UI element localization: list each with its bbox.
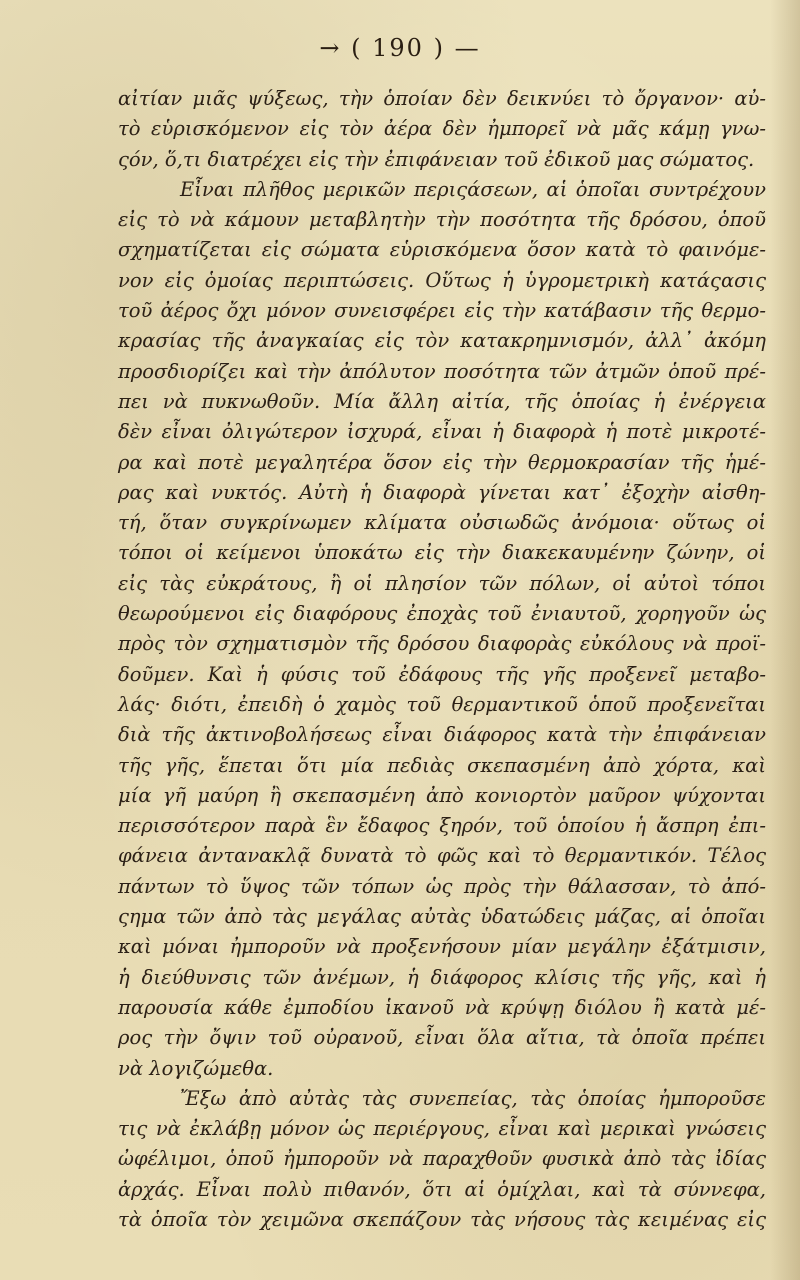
text-line: τόποι οἱ κείμενοι ὑποκάτω εἰς τὴν διακεκαυμένην ζώνην, οἱ: [118, 541, 766, 565]
text-line: εἰς τὰς εὐκράτους, ἢ οἱ πλησίον τῶν πόλων, οἱ αὐτοὶ τόποι: [118, 571, 766, 595]
text-line: περισσότερον παρὰ ἓν ἔδαφος ξηρόν, τοῦ ὁποίου ἡ ἄσπρη ἐπι-: [118, 814, 766, 838]
text-line: δοῦμεν. Καὶ ἡ φύσις τοῦ ἐδάφους τῆς γῆς προξενεῖ μεταβο-: [118, 662, 766, 686]
paragraph-start-line: Εἶναι πλῆθος μερικῶν περιςάσεων, αἱ ὁποῖαι συντρέχουν: [180, 177, 766, 201]
text-line: ὠφέλιμοι, ὁποῦ ἠμποροῦν νὰ παραχθοῦν φυσικὰ ἀπὸ τὰς ἰδίας: [118, 1147, 766, 1171]
text-line: τις νὰ ἐκλάβῃ μόνον ὡς περιέργους, εἶναι καὶ μερικαὶ γνώσεις: [118, 1117, 766, 1141]
text-line: διὰ τῆς ἀκτινοβολήσεως εἶναι διάφορος κατὰ τὴν ἐπιφάνειαν: [118, 723, 766, 747]
text-line: νὰ λογιζώμεθα.: [118, 1056, 274, 1080]
text-line: προσδιορίζει καὶ τὴν ἀπόλυτον ποσότητα τῶν ἀτμῶν ὁποῦ πρέ-: [118, 359, 766, 383]
text-line: ἡ διεύθυνσις τῶν ἀνέμων, ἡ διάφορος κλίσις τῆς γῆς, καὶ ἡ: [118, 965, 766, 989]
text-line: δὲν εἶναι ὀλιγώτερον ἰσχυρά, εἶναι ἡ διαφορὰ ἡ ποτὲ μικροτέ-: [118, 420, 766, 444]
text-line: ρας καὶ νυκτός. Αὐτὴ ἡ διαφορὰ γίνεται κατ᾽ ἐξοχὴν αἰσθη-: [118, 480, 766, 504]
text-line: αἰτίαν μιᾶς ψύξεως, τὴν ὁποίαν δὲν δεικνύει τὸ ὄργανον· αὐ-: [118, 87, 766, 110]
text-line: πάντων τὸ ὕψος τῶν τόπων ὡς πρὸς τὴν θάλασσαν, τὸ ἀπό-: [118, 874, 766, 898]
body-text: [118, 84, 766, 1235]
text-line: τοῦ ἀέρος ὄχι μόνον συνεισφέρει εἰς τὴν κατάβασιν τῆς θερμο-: [118, 299, 766, 323]
text-line: λάς· διότι, ἐπειδὴ ὁ χαμὸς τοῦ θερμαντικοῦ ὁποῦ προξενεῖται: [118, 692, 766, 716]
paragraph-start-line: Ἔξω ἀπὸ αὐτὰς τὰς συνεπείας, τὰς ὁποίας ἠμποροῦσε: [180, 1086, 766, 1110]
text-line: θεωρούμενοι εἰς διαφόρους ἐποχὰς τοῦ ἐνιαυτοῦ, χορηγοῦν ὡς: [118, 602, 766, 626]
text-line: καὶ μόναι ἠμποροῦν νὰ προξενήσουν μίαν μεγάλην ἐξάτμισιν,: [118, 935, 766, 959]
text-line: τὰ ὁποῖα τὸν χειμῶνα σκεπάζουν τὰς νήσους τὰς κειμένας εἰς: [118, 1207, 766, 1231]
text-line: νον εἰς ὁμοίας περιπτώσεις. Οὕτως ἡ ὑγρομετρικὴ κατάςασις: [118, 268, 766, 292]
text-line: τὸ εὑρισκόμενον εἰς τὸν ἀέρα δὲν ἠμπορεῖ νὰ μᾶς κάμῃ γνω-: [118, 117, 766, 141]
text-line: ρος τὴν ὄψιν τοῦ οὐρανοῦ, εἶναι ὅλα αἴτια, τὰ ὁποῖα πρέπει: [118, 1026, 766, 1050]
text-line: τῆς γῆς, ἕπεται ὅτι μία πεδιὰς σκεπασμένη ἀπὸ χόρτα, καὶ: [118, 753, 766, 777]
text-line: φάνεια ἀντανακλᾷ δυνατὰ τὸ φῶς καὶ τὸ θερμαντικόν. Τέλος: [118, 844, 766, 868]
text-line: ςόν, ὅ,τι διατρέχει εἰς τὴν ἐπιφάνειαν τοῦ ἐδικοῦ μας σώματος.: [118, 147, 755, 171]
text-line: πει νὰ πυκνωθοῦν. Μία ἄλλη αἰτία, τῆς ὁποίας ἡ ἐνέργεια: [118, 389, 766, 413]
text-line: ἀρχάς. Εἶναι πολὺ πιθανόν, ὅτι αἱ ὁμίχλαι, καὶ τὰ σύννεφα,: [118, 1177, 766, 1201]
text-line: ρα καὶ ποτὲ μεγαλητέρα ὅσον εἰς τὴν θερμοκρασίαν τῆς ἡμέ-: [118, 450, 766, 474]
text-line: τή, ὅταν συγκρίνωμεν κλίματα οὐσιωδῶς ἀνόμοια· οὕτως οἱ: [118, 511, 766, 535]
text-line: ςημα τῶν ἀπὸ τὰς μεγάλας αὐτὰς ὑδατώδεις μάζας, αἱ ὁποῖαι: [118, 905, 766, 929]
text-line: πρὸς τὸν σχηματισμὸν τῆς δρόσου διαφορὰς εὐκόλους νὰ προϊ-: [118, 632, 766, 656]
page-number-header: → ( 190 ) —: [319, 34, 481, 62]
text-line: κρασίας τῆς ἀναγκαίας εἰς τὸν κατακρημνισμόν, ἀλλ᾽ ἀκόμη: [118, 329, 766, 353]
text-line: μία γῆ μαύρη ἢ σκεπασμένη ἀπὸ κονιορτὸν μαῦρον ψύχονται: [118, 783, 766, 807]
text-line: σχηματίζεται εἰς σώματα εὑρισκόμενα ὅσον κατὰ τὸ φαινόμε-: [118, 238, 766, 262]
text-line: παρουσία κάθε ἐμποδίου ἱκανοῦ νὰ κρύψῃ διόλου ἢ κατὰ μέ-: [118, 995, 766, 1019]
page-edge-shadow: [770, 0, 800, 1280]
text-line: εἰς τὸ νὰ κάμουν μεταβλητὴν τὴν ποσότητα τῆς δρόσου, ὁποῦ: [118, 208, 766, 232]
